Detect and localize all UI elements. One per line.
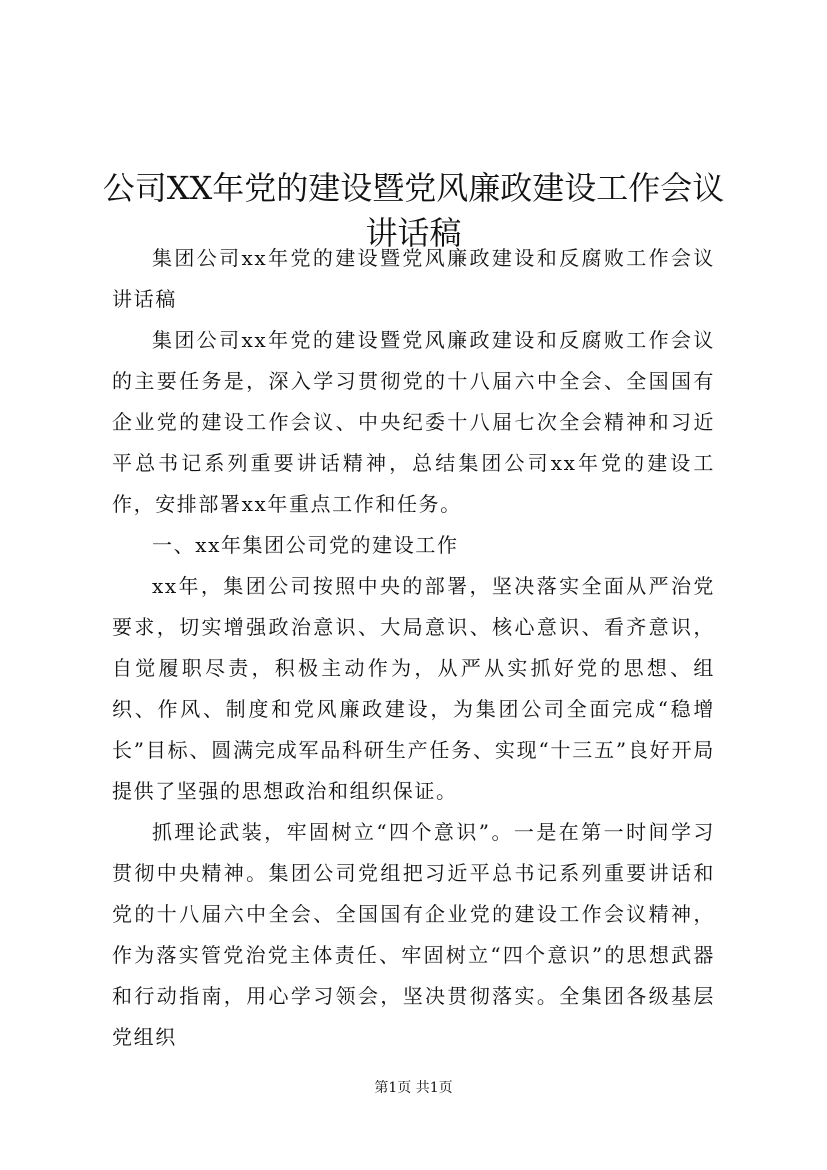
document-title: 公司XX年党的建设暨党风廉政建设工作会议讲话稿 <box>102 169 725 253</box>
document-body <box>112 238 715 1058</box>
page-footer: 第1页 共1页 <box>374 1080 453 1096</box>
paragraph-work-overview: xx年，集团公司按照中央的部署，坚决落实全面从严治党要求，切实增强政治意识、大局意识、核心意识、看齐意识，自觉履职尽责，积极主动作为，从严从实抓好党的思想、组织、作风、制度和党风廉政建设，为集团公司全面完成“稳增长”目标、圆满完成军品科研生产任务、实现“十三五”良好开局提供了坚强的思想政治和组织保证。 <box>112 574 715 803</box>
paragraph-heading-subtitle: 集团公司xx年党的建设暨党风廉政建设和反腐败工作会议讲话稿 <box>112 246 715 311</box>
paragraph-main-task: 集团公司xx年党的建设暨党风廉政建设和反腐败工作会议的主要任务是，深入学习贯彻党的十八届六中全会、全国国有企业党的建设工作会议、中央纪委十八届七次全会精神和习近平总书记系列重要讲话精神，总结集团公司xx年党的建设工作，安排部署xx年重点工作和任务。 <box>112 328 715 516</box>
paragraph-theory-study: 抓理论武装，牢固树立“四个意识”。一是在第一时间学习贯彻中央精神。集团公司党组把习近平总书记系列重要讲话和党的十八届六中全会、全国国有企业党的建设工作会议精神，作为落实管党治党主体责任、牢固树立“四个意识”的思想武器和行动指南，用心学习领会，坚决贯彻落实。全集团各级基层党组织 <box>112 820 715 1049</box>
section-heading-one: 一、xx年集团公司党的建设工作 <box>152 533 459 557</box>
